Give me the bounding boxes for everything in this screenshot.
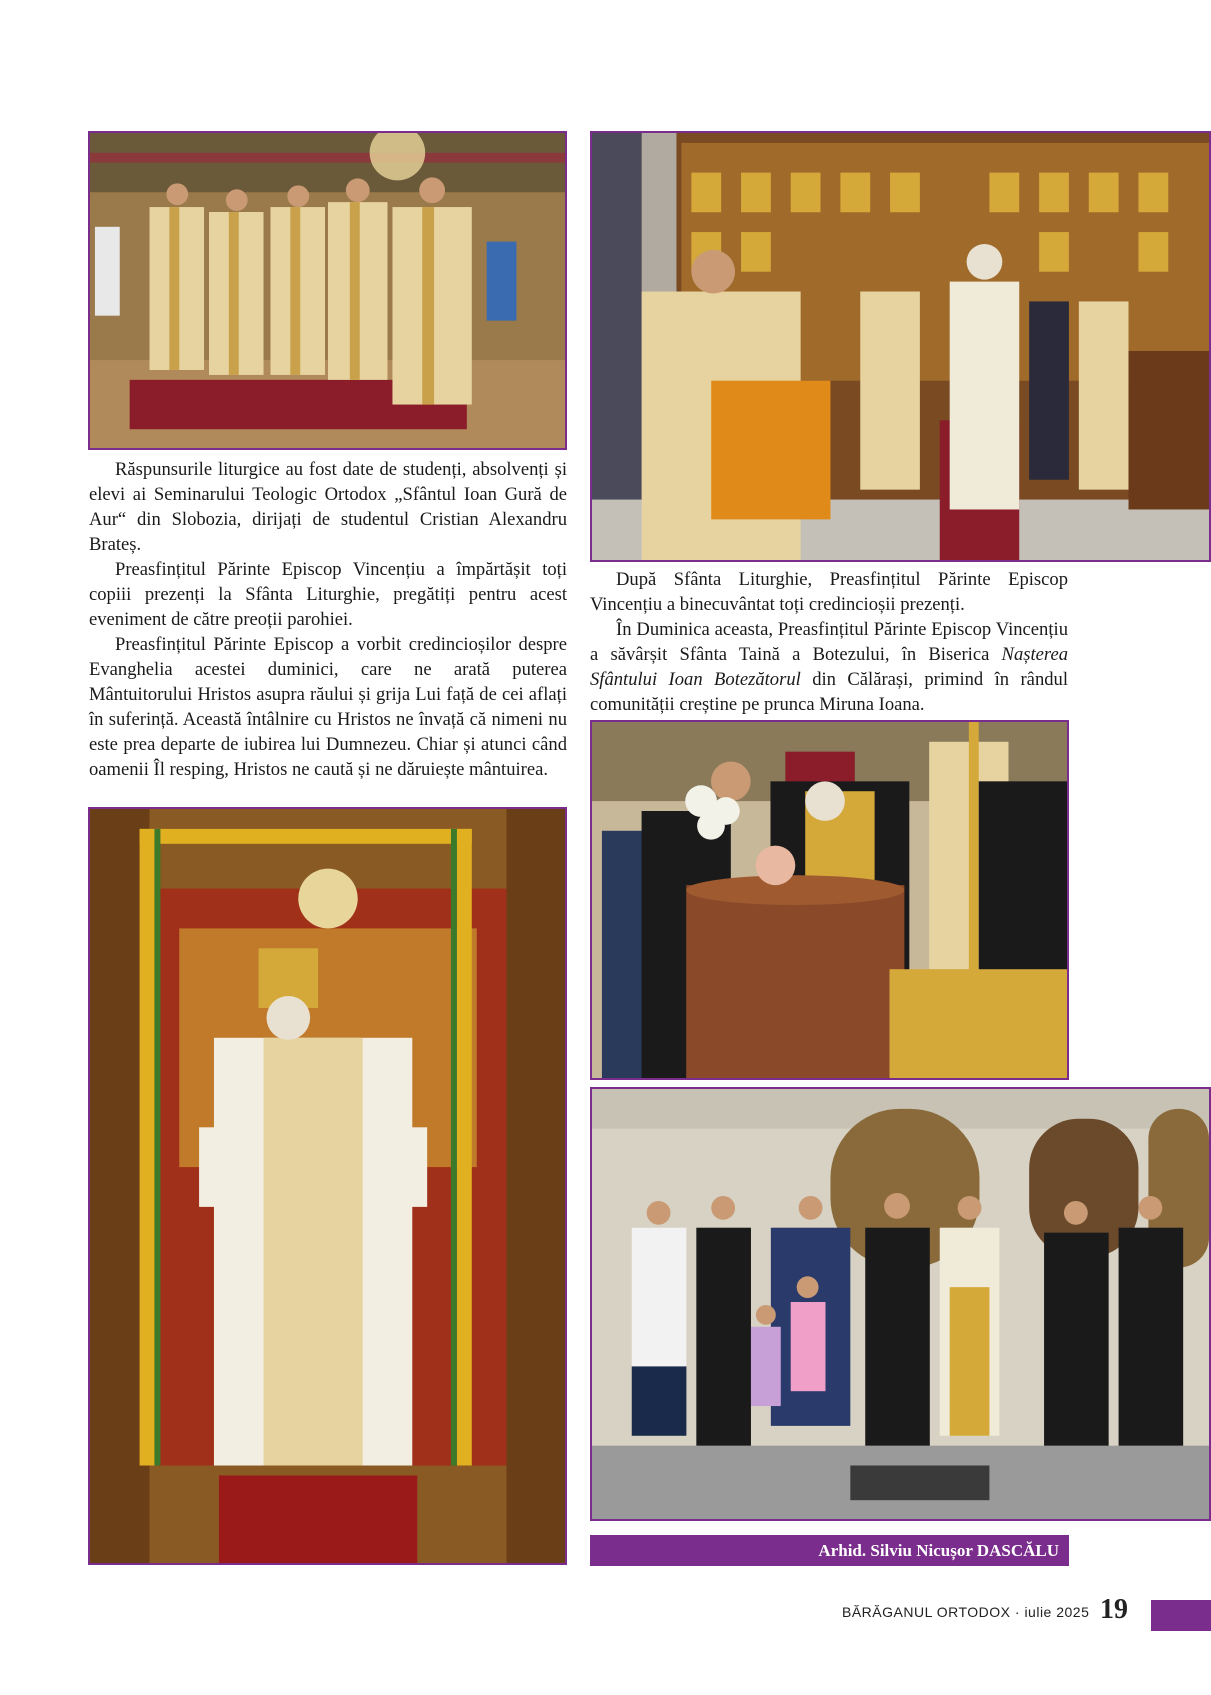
paragraph-sermon: Preasfințitul Părinte Episcop a vorbit credincioșilor despre Evanghelia acestei duminici, care ne arată puterea Mântuitorului Hristos asupra răului și grija Lui față de cei aflați în suferință. Această întâlnire cu Hristos ne învață că nimeni nu este prea departe de iubirea lui Dumnezeu. Chiar și atunci când oamenii Îl resping, Hristos ne caută și ne dăruiește mântuirea. <box>89 634 567 780</box>
photo-baptism <box>590 720 1069 1080</box>
church-name: Nașterea Sfântului Ioan Botezătorul <box>590 644 1068 690</box>
photo-sermon <box>590 131 1211 562</box>
article-text-left <box>89 457 567 782</box>
footer-accent-bar <box>1151 1600 1211 1631</box>
page-number: 19 <box>1100 1594 1128 1625</box>
magazine-name: BĂRĂGANUL ORTODOX · iulie 2025 <box>842 1604 1090 1620</box>
photo-group <box>590 1087 1211 1521</box>
paragraph-blessing: După Sfânta Liturghie, Preasfințitul Părinte Episcop Vincențiu a binecuvântat toți credincioșii prezenți. <box>590 569 1068 615</box>
paragraph-communion: Preasfințitul Părinte Episcop Vincențiu a împărtășit toți copiii prezenți la Sfânta Liturghie, pregătiți pentru acest eveniment de către preoții parohiei. <box>89 559 567 630</box>
paragraph-responses: Răspunsurile liturgice au fost date de studenți, absolvenți și elevi ai Seminarului Teologic Ortodox „Sfântul Ioan Gură de Aur“ din Slobozia, dirijați de studentul Cristian Alexandru Brateș. <box>89 459 567 555</box>
photo-bishop <box>88 807 567 1565</box>
author-credit: Arhid. Silviu Nicușor DASCĂLU <box>590 1535 1069 1566</box>
article-text-right <box>590 567 1068 717</box>
photo-deacons <box>88 131 567 450</box>
paragraph-baptism: În Duminica aceasta, Preasfințitul Părinte Episcop Vincențiu a săvârșit Sfânta Taină a Botezului, în Biserica Nașterea Sfântului Ioan Botezătorul din Călărași, primind în rândul comunității creștine pe prunca Miruna Ioana. <box>590 619 1068 715</box>
